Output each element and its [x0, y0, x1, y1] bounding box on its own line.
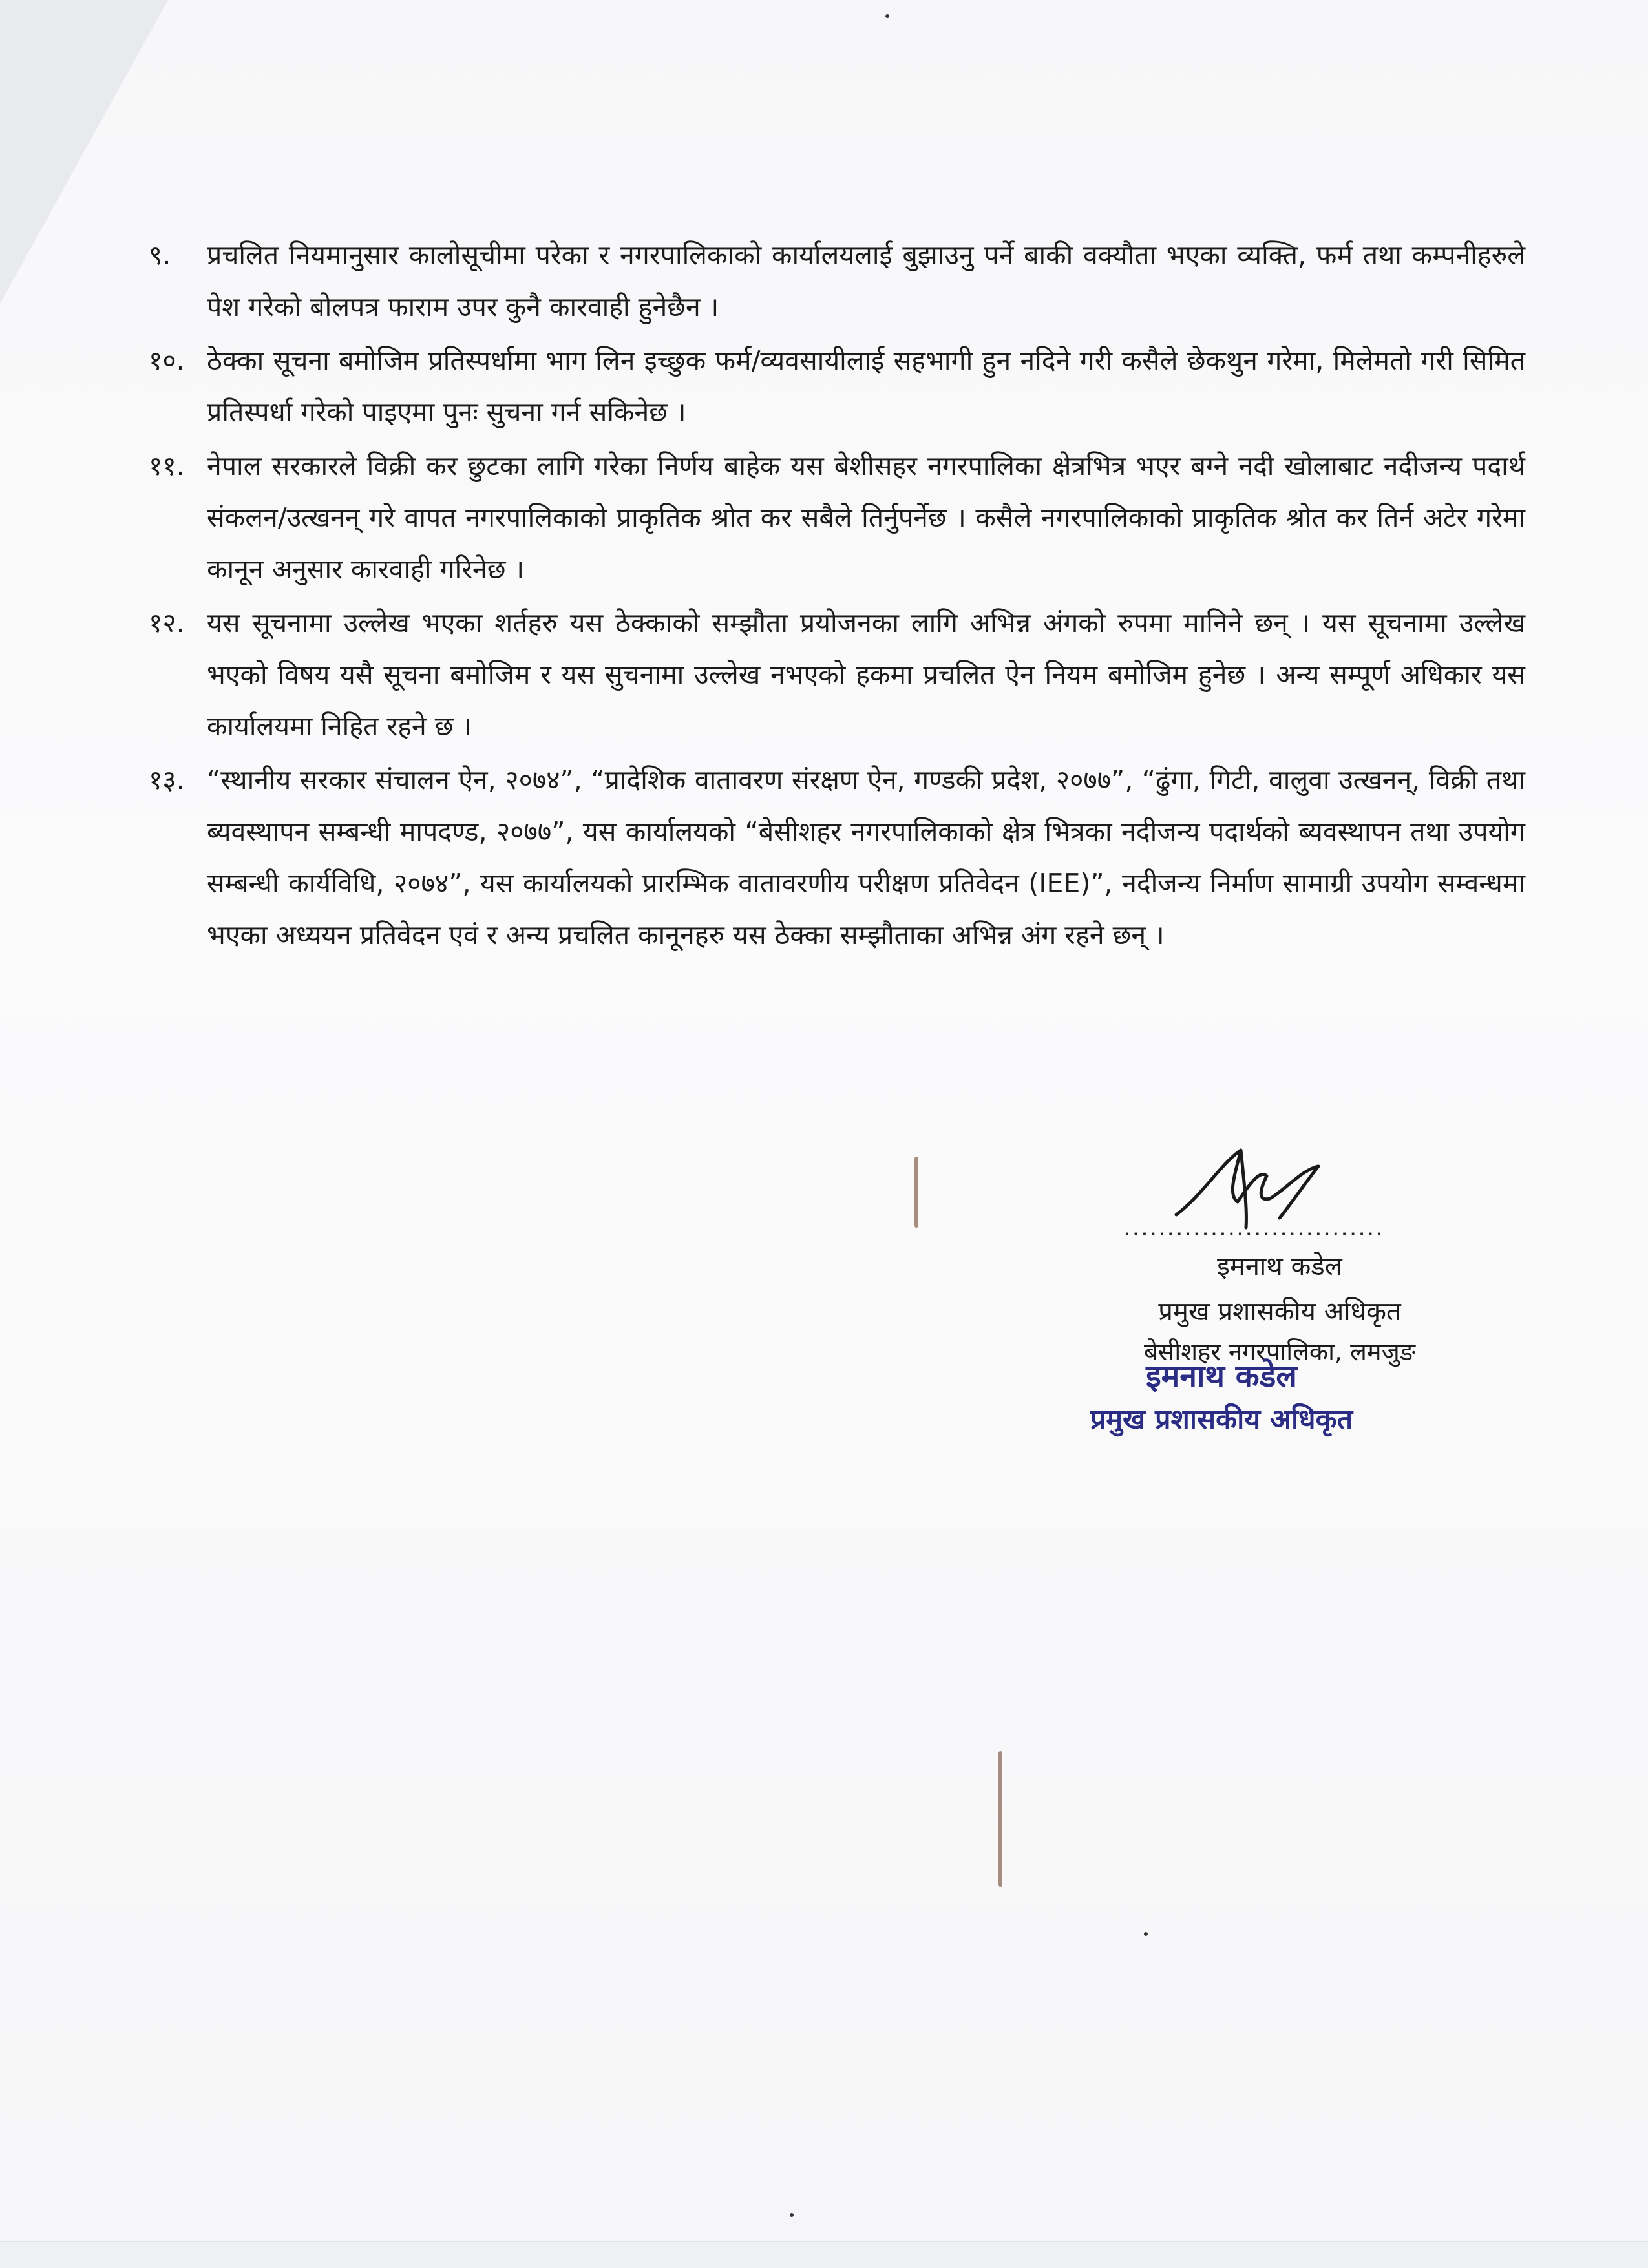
paper-speck	[885, 14, 889, 18]
clause-number: ११.	[149, 450, 185, 481]
clause-10	[149, 335, 1525, 438]
clause-text: यस सूचनामा उल्लेख भएका शर्तहरु यस ठेक्काको सम्झौता प्रयोजनका लागि अभिन्न अंगको रुपमा मानिने छन् । यस सूचनामा उल्लेख भएको विषय यसै सूचना बमोजिम र यस सुचनामा उल्लेख नभएको हकमा प्रचलित ऐन नियम बमोजिम हुनेछ । अन्य सम्पूर्ण अधिकार यस कार्यालयमा निहित रहने छ ।	[207, 607, 1525, 742]
stamp-title: प्रमुख प्रशासकीय अधिकृत	[1090, 1403, 1353, 1436]
paper-speck	[790, 2213, 794, 2217]
official-stamp	[1041, 1354, 1402, 1440]
clause-number: १३.	[149, 764, 185, 795]
terms-clauses-list	[149, 229, 1525, 963]
clause-number: १०.	[149, 345, 185, 376]
paper-speck	[1144, 1932, 1148, 1936]
paper-mark	[998, 1751, 1002, 1887]
clause-9	[149, 229, 1525, 333]
clause-text: ठेक्का सूचना बमोजिम प्रतिस्पर्धामा भाग लिन इच्छुक फर्म/व्यवसायीलाई सहभागी हुन नदिने गरी कसैले छेकथुन गरेमा, मिलेमतो गरी सिमित प्रतिस्पर्धा गरेको पाइएमा पुनः सुचना गर्न सकिनेछ ।	[207, 345, 1525, 428]
clause-11	[149, 440, 1525, 595]
clause-text: नेपाल सरकारले विक्री कर छुटका लागि गरेका निर्णय बाहेक यस बेशीसहर नगरपालिका क्षेत्रभित्र भएर बग्ने नदी खोलाबाट नदीजन्य पदार्थ संकलन/उत्खनन् गरे वापत नगरपालिकाको प्राकृतिक श्रोत कर सबैले तिर्नुपर्नेछ । कसैले नगरपालिकाको प्राकृतिक श्रोत कर तिर्न अटेर गरेमा कानून अनुसार कारवाही गरिनेछ ।	[207, 450, 1525, 585]
clause-number: १२.	[149, 607, 185, 638]
clause-number: ९.	[149, 240, 171, 271]
paper-mark	[914, 1157, 918, 1228]
clause-text: “स्थानीय सरकार संचालन ऐन, २०७४”, “प्रादेशिक वातावरण संरक्षण ऐन, गण्डकी प्रदेश, २०७७”, “ढुंगा, गिटी, वालुवा उत्खनन्, विक्री तथा ब्यवस्थापन सम्बन्धी मापदण्ड, २०७७”, यस कार्यालयको “बेसीशहर नगरपालिकाको क्षेत्र भित्रका नदीजन्य पदार्थको ब्यवस्थापन तथा उपयोग सम्बन्धी कार्यविधि, २०७४”, यस कार्यालयको प्रारम्भिक वातावरणीय परीक्षण प्रतिवेदन (IEE)”, नदीजन्य निर्माण सामाग्री उपयोग सम्वन्धमा भएका अध्ययन प्रतिवेदन एवं र अन्य प्रचलित कानूनहरु यस ठेक्का सम्झौताका अभिन्न अंग रहने छन् ।	[207, 764, 1525, 950]
page-corner-shadow	[0, 0, 168, 304]
signature-line: ..............................	[1123, 1215, 1384, 1241]
stamp-name: इमनाथ कडेल	[1146, 1358, 1297, 1394]
clause-text: प्रचलित नियमानुसार कालोसूचीमा परेका र नगरपालिकाको कार्यालयलाई बुझाउनु पर्ने बाकी वक्यौता भएका व्यक्ति, फर्म तथा कम्पनीहरुले पेश गरेको बोलपत्र फाराम उपर कुनै कारवाही हुनेछैन ।	[207, 240, 1525, 322]
signatory-title: प्रमुख प्रशासकीय अधिकृत	[1158, 1297, 1401, 1327]
signatory-name: इमनाथ कडेल	[1217, 1252, 1342, 1281]
clause-12	[149, 597, 1525, 752]
clause-13	[149, 754, 1525, 961]
page-bottom-edge	[0, 2241, 1648, 2268]
signatory-office: बेसीशहर नगरपालिका, लमजुङ	[1143, 1338, 1415, 1366]
